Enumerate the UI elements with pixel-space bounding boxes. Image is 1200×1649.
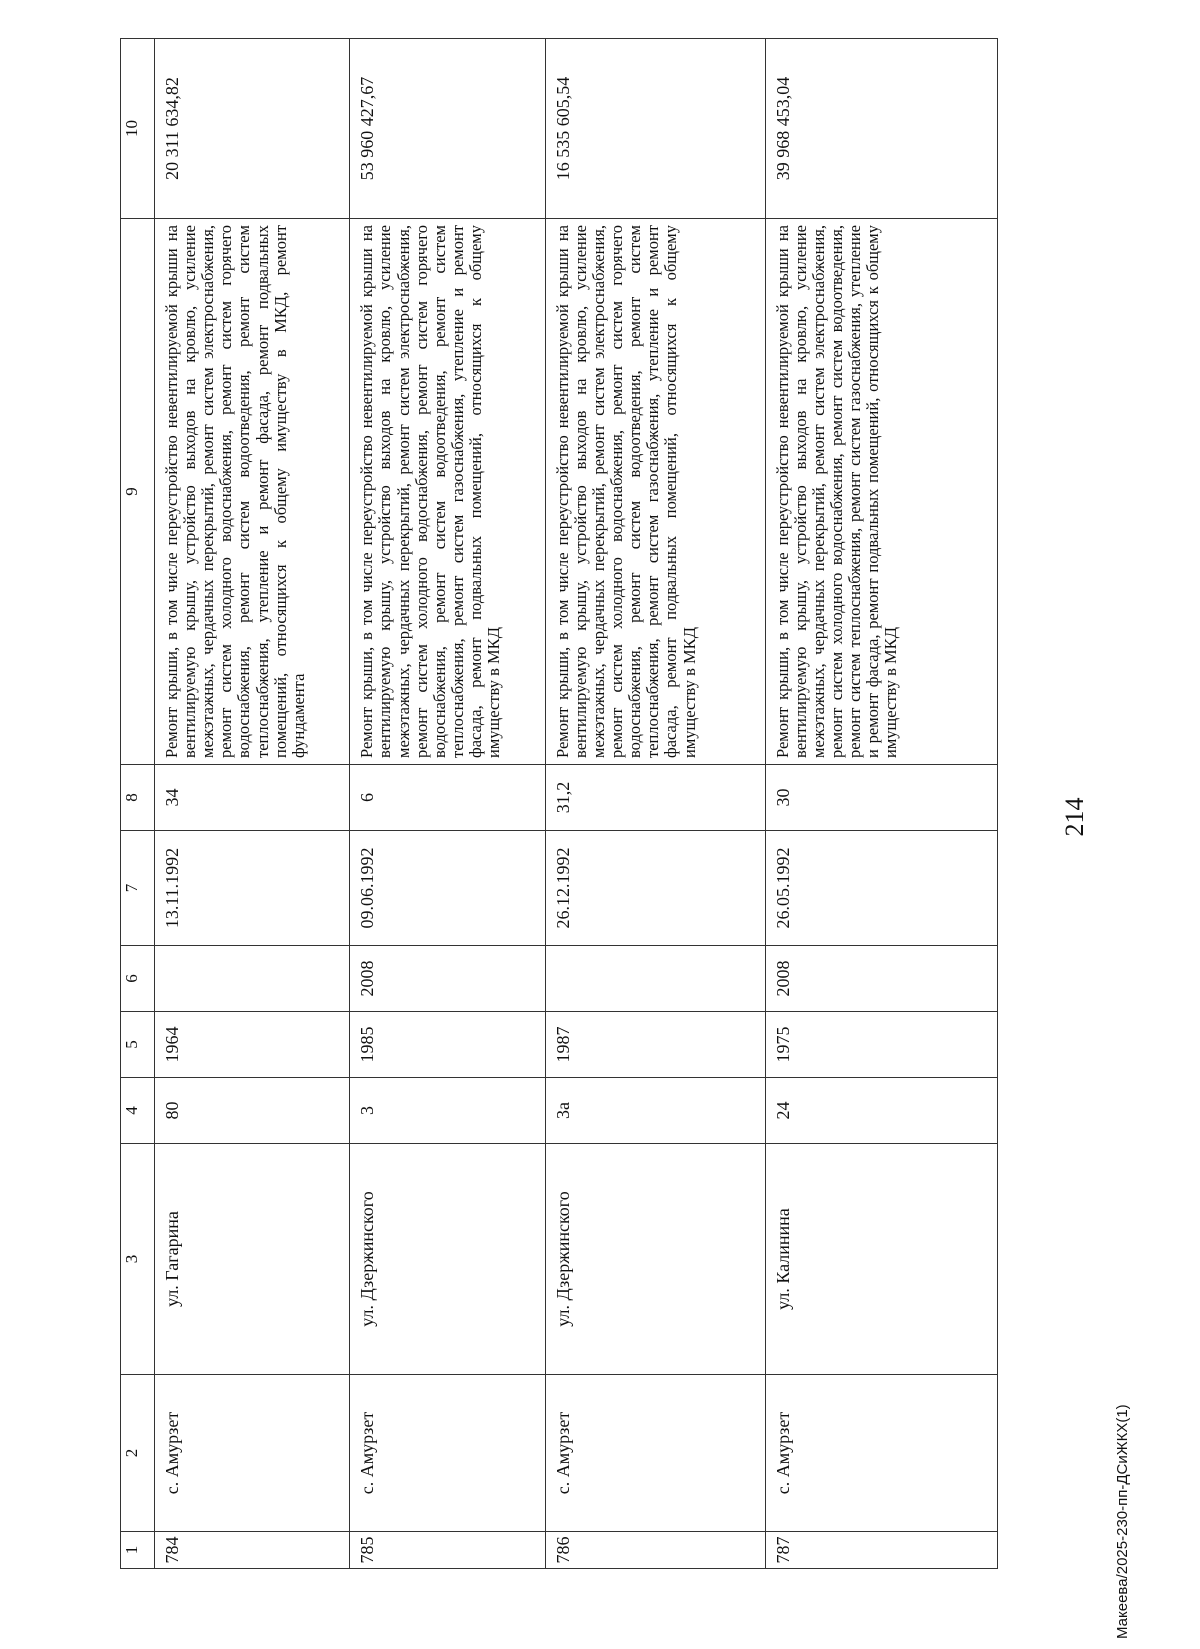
date-cell: 26.12.1992: [545, 831, 765, 946]
house-cell: 24: [765, 1078, 997, 1144]
year-cell: 2008: [765, 946, 997, 1012]
cost-cell: 39 968 453,04: [765, 39, 997, 219]
built-year-cell: 1964: [154, 1012, 349, 1078]
table-row: [765, 39, 997, 1569]
built-year-cell: 1975: [765, 1012, 997, 1078]
date-cell: 09.06.1992: [350, 831, 545, 946]
works-description-cell: Ремонт крыши, в том числе переустройство невентилируемой крыши на вентилируемую крышу, устройство выходов на кровлю, усиление межэтажных, чердачных перекрытий, ремонт систем электроснабжения, ремонт систем холодного водоснабжения, ремонт систем горячего водоснабжения, ремонт систем водоотведения, ремонт систем теплоснабжения, утепление и ремонт фасада, ремонт подвальных помещений, относящихся к общему имуществу в МКД, ремонт фундамента: [154, 219, 349, 765]
table-row: [350, 39, 545, 1569]
row-number: 786: [545, 1532, 765, 1569]
header-cell-4: 4: [121, 1078, 155, 1144]
page-number: 214: [1060, 797, 1089, 837]
header-cell-5: 5: [121, 1012, 155, 1078]
house-cell: 3а: [545, 1078, 765, 1144]
built-year-cell: 1985: [350, 1012, 545, 1078]
date-cell: 13.11.1992: [154, 831, 349, 946]
street-cell: ул. Дзержинского: [545, 1144, 765, 1375]
header-cell-8: 8: [121, 765, 155, 831]
locality-cell: с. Амурзет: [350, 1375, 545, 1532]
cost-cell: 20 311 634,82: [154, 39, 349, 219]
cost-cell: 16 535 605,54: [545, 39, 765, 219]
works-description-cell: Ремонт крыши, в том числе переустройство невентилируемой крыши на вентилируемую крышу, устройство выходов на кровлю, усиление межэтажных, чердачных перекрытий, ремонт систем электроснабжения, ремонт систем холодного водоснабжения, ремонт систем горячего водоснабжения, ремонт систем водоотведения, ремонт систем теплоснабжения, ремонт систем газоснабжения, утепление и ремонт фасада, ремонт подвальных помещений, относящихся к общему имуществу в МКД: [545, 219, 765, 765]
table-row: [545, 39, 765, 1569]
header-cell-7: 7: [121, 831, 155, 946]
works-description-cell: Ремонт крыши, в том числе переустройство невентилируемой крыши на вентилируемую крышу, устройство выходов на кровлю, усиление межэтажных, чердачных перекрытий, ремонт систем электроснабжения, ремонт систем холодного водоснабжения, ремонт систем водоотведения, ремонт систем теплоснабжения, ремонт систем газоснабжения, утепление и ремонт фасада, ремонт подвальных помещений, относящихся к общему имуществу в МКД: [765, 219, 997, 765]
house-cell: 3: [350, 1078, 545, 1144]
street-cell: ул. Гагарина: [154, 1144, 349, 1375]
locality-cell: с. Амурзет: [154, 1375, 349, 1532]
count-cell: 30: [765, 765, 997, 831]
cost-cell: 53 960 427,67: [350, 39, 545, 219]
footer-document-code: Макеева/2025-230-пп-ДСиЖКХ(1): [1114, 1404, 1131, 1639]
row-number: 784: [154, 1532, 349, 1569]
works-table: [120, 38, 998, 1569]
street-cell: ул. Калинина: [765, 1144, 997, 1375]
works-description-cell: Ремонт крыши, в том числе переустройство невентилируемой крыши на вентилируемую крышу, устройство выходов на кровлю, усиление межэтажных, чердачных перекрытий, ремонт систем электроснабжения, ремонт систем холодного водоснабжения, ремонт систем горячего водоснабжения, ремонт систем водоотведения, ремонт систем теплоснабжения, ремонт систем газоснабжения, утепление и ремонт фасада, ремонт подвальных помещений, относящихся к общему имуществу в МКД: [350, 219, 545, 765]
header-cell-2: 2: [121, 1375, 155, 1532]
header-cell-9: 9: [121, 219, 155, 765]
date-cell: 26.05.1992: [765, 831, 997, 946]
table-row: [154, 39, 349, 1569]
count-cell: 6: [350, 765, 545, 831]
header-cell-1: 1: [121, 1532, 155, 1569]
count-cell: 34: [154, 765, 349, 831]
locality-cell: с. Амурзет: [545, 1375, 765, 1532]
header-cell-10: 10: [121, 39, 155, 219]
header-row: [121, 39, 155, 1569]
row-number: 787: [765, 1532, 997, 1569]
count-cell: 31,2: [545, 765, 765, 831]
header-cell-6: 6: [121, 946, 155, 1012]
house-cell: 80: [154, 1078, 349, 1144]
built-year-cell: 1987: [545, 1012, 765, 1078]
header-cell-3: 3: [121, 1144, 155, 1375]
row-number: 785: [350, 1532, 545, 1569]
year-cell: [154, 946, 349, 1012]
locality-cell: с. Амурзет: [765, 1375, 997, 1532]
street-cell: ул. Дзержинского: [350, 1144, 545, 1375]
year-cell: [545, 946, 765, 1012]
year-cell: 2008: [350, 946, 545, 1012]
